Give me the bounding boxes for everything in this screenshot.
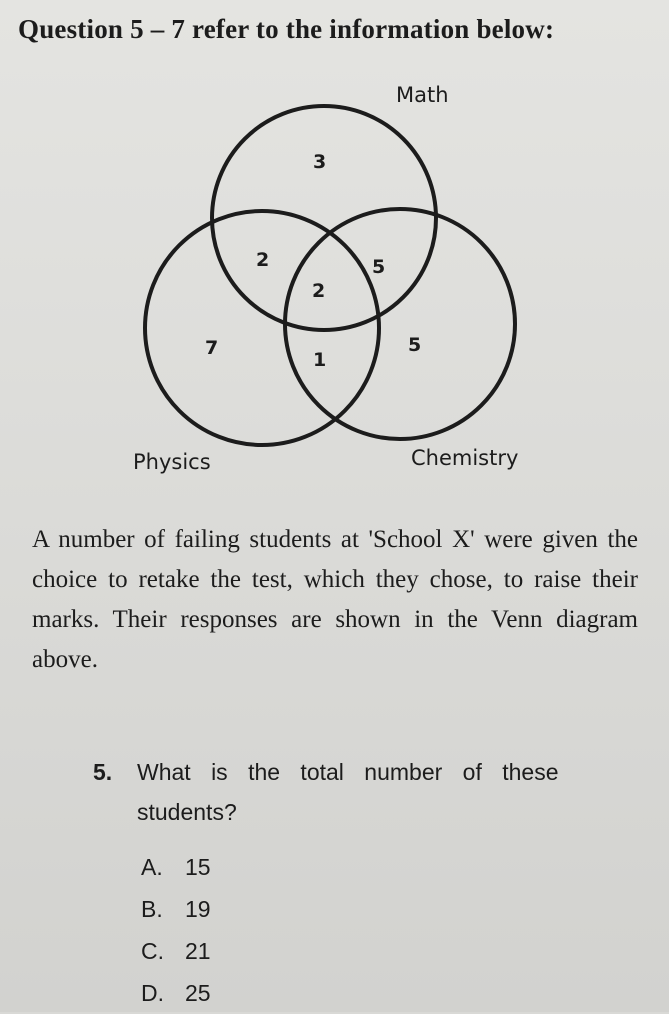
section-heading: Question 5 – 7 refer to the information below: — [18, 14, 555, 44]
math-label: Math — [396, 83, 449, 107]
option-value: 25 — [185, 979, 211, 1006]
region-math-chemistry: 5 — [372, 256, 386, 278]
option-b[interactable] — [141, 888, 441, 930]
chemistry-label: Chemistry — [411, 446, 519, 470]
option-value: 21 — [185, 937, 211, 964]
question-number: 5. — [93, 759, 113, 785]
region-math-physics: 2 — [256, 249, 270, 271]
option-letter: B. — [141, 895, 163, 922]
option-d[interactable] — [141, 972, 441, 1014]
region-chemistry-only: 5 — [408, 334, 422, 356]
region-all-three: 2 — [312, 280, 326, 302]
option-letter: D. — [141, 979, 164, 1006]
option-value: 19 — [185, 895, 211, 922]
region-physics-chemistry: 1 — [313, 349, 327, 371]
option-letter: C. — [141, 937, 164, 964]
option-a[interactable] — [141, 846, 441, 888]
option-letter: A. — [141, 853, 163, 880]
context-paragraph: A number of failing students at 'School X' were given the choice to retake the test, which they chose, to raise their marks. Their responses are shown in the Venn diagram above. — [32, 526, 638, 673]
chemistry-circle — [285, 209, 515, 439]
venn-diagram — [0, 70, 669, 490]
option-value: 15 — [185, 853, 211, 880]
question-text-line-1: What is the total number of these — [137, 759, 559, 785]
region-math-only: 3 — [313, 151, 327, 173]
physics-label: Physics — [133, 450, 211, 474]
option-c[interactable] — [141, 930, 441, 972]
region-physics-only: 7 — [205, 337, 219, 359]
question-5 — [93, 752, 638, 832]
answer-options — [141, 846, 441, 1014]
question-text-line-2: students? — [137, 799, 237, 825]
